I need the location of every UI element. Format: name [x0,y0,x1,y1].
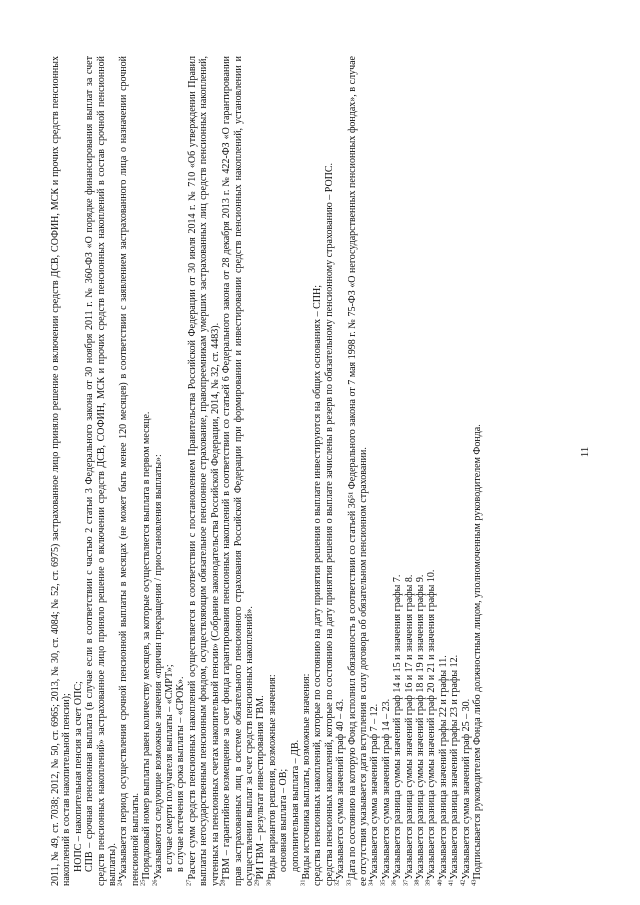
footnote-marker: 42 [459,879,467,886]
text-line [290,56,301,886]
footnote-29 [255,56,266,886]
footnote-marker: 27 [185,879,193,886]
footnote-40 [438,56,449,886]
footnote-text: Указывается разница суммы значений граф 20 и 21 и значения графы 10. [426,569,438,880]
footnote-37 [404,56,415,886]
footnote-30 [267,56,278,886]
footnote-marker: 25 [139,879,147,886]
footnote-text: СПВ – срочная пенсионная выплата (в случае если в соответствии с частью 2 статьи 3 Федерального закона от 30 ноября 2011 г. № 360-ФЗ «О порядке финансирования выплат за счет средств пенсионных накоплений» застрахованное лицо приняло решение о включении средств ДСВ, СОФИН, МСК и прочих средств пенсионных накоплений в состав срочной пенсионной выплаты). [84,56,119,886]
footnote-43 [472,56,483,886]
footnote-39 [426,56,437,886]
footnote-text: Порядковый номер выплаты равен количеству месяцев, за которые осуществляется выплата в первом месяце. [141,411,153,880]
footnote-marker: 28 [219,879,227,886]
footnote-33 [347,56,370,886]
footnote-38 [415,56,426,886]
footnote-25 [141,56,152,886]
footnote-text: средства пенсионных накоплений, которые по состоянию на дату принятия решения о выплате инвестируются на общих основаниях – СПН; [312,285,324,886]
footnote-27 [187,56,221,886]
footnote-marker: 26 [151,879,159,886]
footnote-text: Указывается период осуществления срочной пенсионной выплаты в месяцах (не может быть менее 120 месяцев) в соответствии с заявлением застрахованного лица о назначении срочной пенсионной выплаты. [118,56,141,886]
footnote-marker: 31 [299,879,307,886]
footnote-41 [449,56,460,886]
footnote-28 [221,56,255,886]
footnote-text: НОПС – накопительная пенсия за счет ОПС; [72,681,84,872]
footnote-text: Указывается разница суммы значений граф 16 и 17 и значения графы 8. [403,574,415,880]
footnote-34 [369,56,380,886]
footnote-text: Подписывается руководителем Фонда либо должностным лицом, уполномоченным руководителем Фонда. [472,424,484,880]
footnote-text: Виды источника выплаты, возможные значения: [300,673,312,880]
footnote-marker: 43 [470,879,478,886]
footnote-marker: 29 [253,879,261,886]
footnote-text: Указывается разница значений графы 23 и графы 12. [449,654,461,880]
footnote-text: Указывается сумма значений граф 14 – 23. [380,698,392,880]
text-line [84,56,118,886]
text-line [50,56,73,886]
footnote-text: дополнительная выплата – ДВ. [289,739,301,872]
footnote-42 [461,56,472,886]
footnote-text: средства пенсионных накоплений, которые по состоянию на дату принятия решения о выплате зачислены в резерв по обязательному пенсионному страхованию – РОПС. [323,162,335,886]
footnote-marker: 36 [390,879,398,886]
footnote-marker: 34 [368,879,376,886]
footnote-marker: 30 [265,879,273,886]
text-line [324,56,335,886]
footnote-text: Указывается сумма значений граф 40 – 43. [335,698,347,880]
footnotes-block [50,56,580,886]
footnote-text: 2011, № 49, ст. 7038; 2012, № 50, ст. 6965; 2013, № 30, ст. 4084; № 52, ст. 6975) застрахованное лицо приняло решение о включении средств ДСВ, СОФИН, МСК и прочих средств пенсионных накоплений в состав накопительной пенсии); [50,56,73,886]
footnote-35 [381,56,392,886]
footnote-text: Указывается сумма значений граф 25 – 30. [460,698,472,880]
footnote-text: Указывается разница значений графы 22 и графы 11. [437,655,449,880]
footnote-text: Дата по состоянию на которую Фонд исполнил обязанность в соответствии со статьей 36⁵¹ Федерального закона от 7 мая 1998 г. № 75-ФЗ «О негосударственных пенсионных фондах», в случае ее отсутствия указывается дата вступления в силу договора об обязательном пенсионном страховании. [346,56,369,886]
footnote-24 [118,56,141,886]
text-line [164,56,175,886]
footnote-marker: 38 [413,879,421,886]
footnote-text: в случае смерти получателя выплаты – «СМРТ»; [164,664,176,872]
footnote-marker: 39 [425,879,433,886]
footnote-26 [153,56,164,886]
footnote-32 [335,56,346,886]
footnote-marker: 35 [379,879,387,886]
footnote-36 [392,56,403,886]
text-line [175,56,186,886]
footnote-marker: 41 [447,879,455,886]
page-number: 11 [579,446,591,458]
text-line [312,56,323,886]
text-line [73,56,84,886]
footnote-text: Виды вариантов решения, возможные значения: [266,674,278,880]
text-line [278,56,289,886]
footnote-marker: 33 [345,879,353,886]
footnote-text: Расчет сумм средств пенсионных накоплений осуществляется в соответствии с постановлением Правительства Российской Федерации от 30 июля 2014 г. № 710 «Об утверждении Правил выплаты негосударственным пенсионным фондом, осуществляющим обязательное пенсионное страхование, правопреемникам умерших застрахованных лиц средств пенсионных накоплений, учтенных на пенсионных счетах накопительной пенсии» (Собрание законодательства Российской Федерации, 2014, № 32, ст. 4483). [186,56,221,886]
footnote-marker: 37 [402,879,410,886]
footnote-text: Указывается сумма значений граф 7 – 12. [369,703,381,880]
footnote-text: Указывается разница суммы значений граф 18 и 19 и значения графы 9. [415,574,426,880]
footnote-text: в случае истечения срока выплаты – «СРОК». [175,676,187,872]
footnote-text: Указывается разница суммы значений граф 14 и 15 и значения графы 7. [392,574,404,880]
footnote-31 [301,56,312,886]
footnote-text: основная выплата – ОВ; [278,768,290,872]
footnote-text: ГВМ – гарантийное возмещение за счет фонда гарантирования пенсионных накоплений в соответствии со статьей 6 Федерального закона от 28 декабря 2013 г. № 422-ФЗ «О гарантировании прав застрахованных лиц в системе обязательного пенсионного страхования Российской Федерации при формировании и инвестировании средств пенсионных накоплений, установлении и осуществлении выплат за счет средств пенсионных накоплений». [221,56,255,886]
footnote-marker: 40 [436,879,444,886]
footnote-marker: 24 [117,879,125,886]
footnote-text: Указываются следующие возможные значения «причин прекращения / приостановления выплаты»: [152,454,164,880]
footnote-marker: 32 [333,879,341,886]
footnote-text: РИ ГВМ – результат инвестирования ГВМ. [255,695,267,880]
